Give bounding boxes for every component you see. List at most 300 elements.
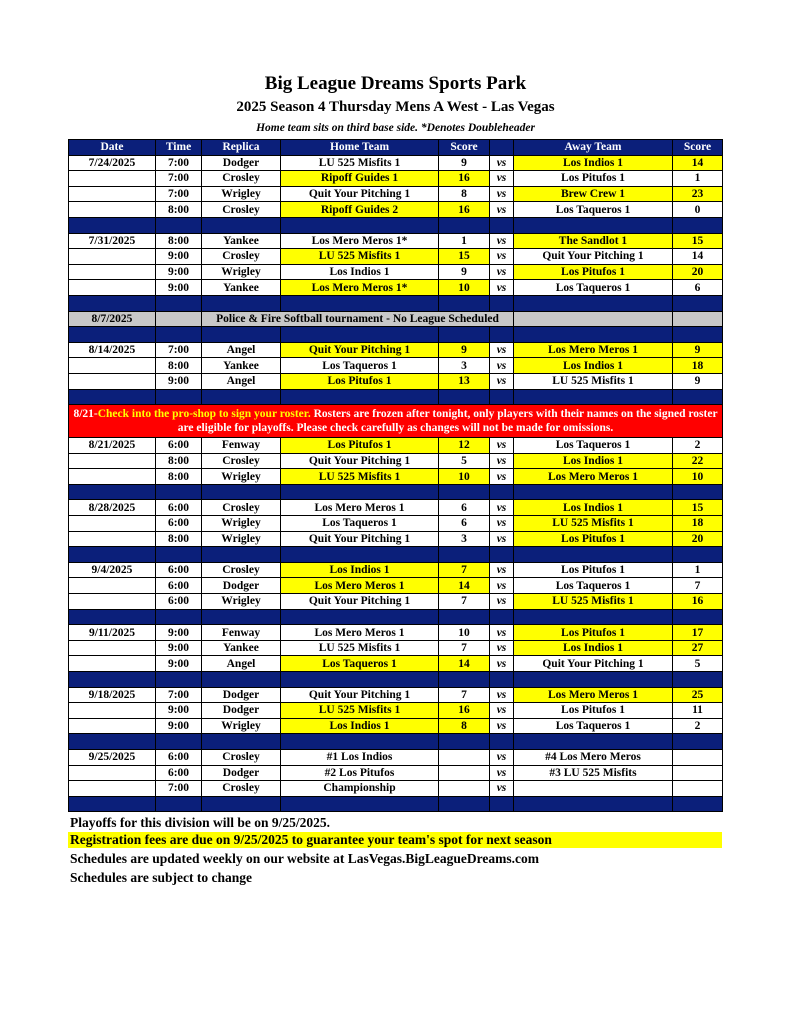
home-score: 1 <box>439 233 490 249</box>
away-score: 16 <box>673 594 723 610</box>
separator-cell <box>69 734 156 750</box>
separator-cell <box>673 796 723 812</box>
separator-cell <box>490 295 514 311</box>
away-score: 14 <box>673 249 723 265</box>
separator-cell <box>673 327 723 343</box>
separator-cell <box>281 547 439 563</box>
home-team: Quit Your Pitching 1 <box>281 342 439 358</box>
game-date <box>69 765 156 781</box>
notice-emphasis: Check into the pro-shop to sign your roster. <box>97 408 311 421</box>
separator-cell <box>514 609 673 625</box>
home-team: LU 525 Misfits 1 <box>281 469 439 485</box>
game-field: Crosley <box>202 171 281 187</box>
away-score: 20 <box>673 264 723 280</box>
away-team: Los Indios 1 <box>514 155 673 171</box>
separator-cell <box>202 484 281 500</box>
home-score: 16 <box>439 202 490 218</box>
game-date <box>69 656 156 672</box>
separator-cell <box>490 547 514 563</box>
home-team: #1 Los Indios <box>281 749 439 765</box>
game-date <box>69 703 156 719</box>
away-team: LU 525 Misfits 1 <box>514 516 673 532</box>
empty-cell <box>514 311 673 327</box>
home-team: Quit Your Pitching 1 <box>281 186 439 202</box>
game-date <box>69 171 156 187</box>
game-date: 9/11/2025 <box>69 625 156 641</box>
home-score <box>439 781 490 797</box>
away-team: Los Taqueros 1 <box>514 718 673 734</box>
home-team: Los Pitufos 1 <box>281 373 439 389</box>
separator-cell <box>69 672 156 688</box>
separator-cell <box>673 389 723 405</box>
game-field: Crosley <box>202 781 281 797</box>
separator-row <box>69 609 723 625</box>
col-header-date: Date <box>69 140 156 156</box>
vs-label: vs <box>490 781 514 797</box>
game-row <box>69 562 723 578</box>
game-date <box>69 594 156 610</box>
away-score: 9 <box>673 373 723 389</box>
game-time: 8:00 <box>156 202 202 218</box>
separator-cell <box>514 734 673 750</box>
separator-cell <box>156 547 202 563</box>
season-title: 2025 Season 4 Thursday Mens A West - Las Vegas <box>236 99 555 115</box>
home-team: Los Indios 1 <box>281 562 439 578</box>
home-score: 13 <box>439 373 490 389</box>
no-games-row <box>69 311 723 327</box>
separator-cell <box>514 547 673 563</box>
away-team: #3 LU 525 Misfits <box>514 765 673 781</box>
game-field: Dodger <box>202 687 281 703</box>
game-time: 6:00 <box>156 516 202 532</box>
separator-row <box>69 484 723 500</box>
separator-cell <box>490 609 514 625</box>
vs-label: vs <box>490 703 514 719</box>
vs-label: vs <box>490 233 514 249</box>
game-time: 9:00 <box>156 703 202 719</box>
away-score: 25 <box>673 687 723 703</box>
game-time: 8:00 <box>156 453 202 469</box>
vs-label: vs <box>490 640 514 656</box>
game-field: Crosley <box>202 249 281 265</box>
vs-label: vs <box>490 562 514 578</box>
page-title: Big League Dreams Sports Park <box>264 73 527 94</box>
game-date: 8/28/2025 <box>69 500 156 516</box>
game-time: 6:00 <box>156 749 202 765</box>
no-games-message: Police & Fire Softball tournament - No League Scheduled <box>202 311 514 327</box>
game-time: 6:00 <box>156 765 202 781</box>
separator-cell <box>69 327 156 343</box>
away-team: Brew Crew 1 <box>514 186 673 202</box>
away-score: 15 <box>673 233 723 249</box>
separator-cell <box>673 217 723 233</box>
separator-cell <box>439 547 490 563</box>
separator-cell <box>69 609 156 625</box>
vs-label: vs <box>490 280 514 296</box>
separator-cell <box>439 484 490 500</box>
col-header-home-team: Home Team <box>281 140 439 156</box>
game-row <box>69 249 723 265</box>
game-field: Dodger <box>202 155 281 171</box>
away-score: 7 <box>673 578 723 594</box>
game-time: 8:00 <box>156 233 202 249</box>
game-row <box>69 687 723 703</box>
game-row <box>69 656 723 672</box>
away-team: Los Mero Meros 1 <box>514 687 673 703</box>
away-score: 17 <box>673 625 723 641</box>
home-score: 3 <box>439 358 490 374</box>
game-date: 7/24/2025 <box>69 155 156 171</box>
game-row <box>69 781 723 797</box>
home-team: Los Indios 1 <box>281 718 439 734</box>
separator-cell <box>202 295 281 311</box>
home-score: 12 <box>439 438 490 454</box>
away-score: 23 <box>673 186 723 202</box>
home-score: 5 <box>439 453 490 469</box>
separator-cell <box>202 327 281 343</box>
game-time: 8:00 <box>156 358 202 374</box>
separator-cell <box>439 389 490 405</box>
separator-row <box>69 295 723 311</box>
away-team: Quit Your Pitching 1 <box>514 249 673 265</box>
game-date: 7/31/2025 <box>69 233 156 249</box>
away-score <box>673 781 723 797</box>
game-field: Wrigley <box>202 469 281 485</box>
away-team: Los Indios 1 <box>514 640 673 656</box>
away-team: #4 Los Mero Meros <box>514 749 673 765</box>
vs-label: vs <box>490 625 514 641</box>
game-row <box>69 373 723 389</box>
game-date: 8/14/2025 <box>69 342 156 358</box>
separator-cell <box>69 796 156 812</box>
notice-text: Rosters are frozen after tonight, only players with their names on the signed roster are eligible for playoffs. Please check carefully as changes will not be made for omissions. <box>177 408 718 435</box>
vs-label: vs <box>490 249 514 265</box>
away-team: Los Taqueros 1 <box>514 280 673 296</box>
away-score: 14 <box>673 155 723 171</box>
separator-cell <box>281 609 439 625</box>
home-score <box>439 765 490 781</box>
separator-cell <box>156 672 202 688</box>
away-team: Los Indios 1 <box>514 358 673 374</box>
home-team: LU 525 Misfits 1 <box>281 703 439 719</box>
away-team: Los Mero Meros 1 <box>514 469 673 485</box>
vs-label: vs <box>490 358 514 374</box>
game-field: Wrigley <box>202 516 281 532</box>
home-score: 6 <box>439 516 490 532</box>
home-score: 7 <box>439 562 490 578</box>
game-date: 8/21/2025 <box>69 438 156 454</box>
away-score: 1 <box>673 562 723 578</box>
game-row <box>69 453 723 469</box>
game-row <box>69 640 723 656</box>
home-score: 9 <box>439 155 490 171</box>
separator-cell <box>514 672 673 688</box>
game-row <box>69 531 723 547</box>
separator-cell <box>202 734 281 750</box>
separator-cell <box>69 389 156 405</box>
website-note: Schedules are updated weekly on our website at LasVegas.BigLeagueDreams.com <box>70 851 540 866</box>
registration-note: Registration fees are due on 9/25/2025 to guarantee your team's spot for next season <box>68 832 722 848</box>
separator-cell <box>673 484 723 500</box>
game-time: 6:00 <box>156 578 202 594</box>
game-date <box>69 373 156 389</box>
game-field: Yankee <box>202 280 281 296</box>
home-score: 10 <box>439 280 490 296</box>
separator-cell <box>514 796 673 812</box>
game-row <box>69 749 723 765</box>
separator-cell <box>439 295 490 311</box>
game-date <box>69 202 156 218</box>
game-time: 9:00 <box>156 718 202 734</box>
game-time: 9:00 <box>156 280 202 296</box>
separator-cell <box>439 734 490 750</box>
away-score: 9 <box>673 342 723 358</box>
separator-cell <box>439 796 490 812</box>
home-team: #2 Los Pitufos <box>281 765 439 781</box>
game-field: Yankee <box>202 640 281 656</box>
game-field: Angel <box>202 373 281 389</box>
separator-cell <box>514 217 673 233</box>
away-score: 20 <box>673 531 723 547</box>
vs-label: vs <box>490 687 514 703</box>
game-field: Yankee <box>202 358 281 374</box>
notice-date: 8/21- <box>73 408 98 421</box>
game-time: 8:00 <box>156 531 202 547</box>
game-date: 9/25/2025 <box>69 749 156 765</box>
game-time: 8:00 <box>156 469 202 485</box>
home-team: LU 525 Misfits 1 <box>281 640 439 656</box>
game-date <box>69 358 156 374</box>
game-time: 9:00 <box>156 656 202 672</box>
away-team: LU 525 Misfits 1 <box>514 373 673 389</box>
game-date <box>69 453 156 469</box>
game-time: 7:00 <box>156 171 202 187</box>
separator-cell <box>281 484 439 500</box>
separator-row <box>69 796 723 812</box>
home-score <box>439 749 490 765</box>
col-header-home-score: Score <box>439 140 490 156</box>
vs-label: vs <box>490 202 514 218</box>
away-team: Los Taqueros 1 <box>514 578 673 594</box>
game-date <box>69 264 156 280</box>
vs-label: vs <box>490 469 514 485</box>
away-team: Los Taqueros 1 <box>514 438 673 454</box>
col-header-away-team: Away Team <box>514 140 673 156</box>
empty-cell <box>673 311 723 327</box>
game-field: Crosley <box>202 562 281 578</box>
separator-cell <box>281 217 439 233</box>
separator-cell <box>281 796 439 812</box>
home-team: Los Indios 1 <box>281 264 439 280</box>
home-team: Ripoff Guides 2 <box>281 202 439 218</box>
home-score: 14 <box>439 578 490 594</box>
home-team: Los Mero Meros 1 <box>281 625 439 641</box>
vs-label: vs <box>490 373 514 389</box>
home-score: 8 <box>439 186 490 202</box>
game-row <box>69 718 723 734</box>
game-date <box>69 249 156 265</box>
vs-label: vs <box>490 718 514 734</box>
home-score: 3 <box>439 531 490 547</box>
separator-cell <box>202 796 281 812</box>
separator-row <box>69 734 723 750</box>
game-row <box>69 358 723 374</box>
game-time: 9:00 <box>156 625 202 641</box>
game-date: 8/7/2025 <box>69 311 156 327</box>
home-team: Quit Your Pitching 1 <box>281 687 439 703</box>
schedule-table <box>68 139 723 812</box>
separator-cell <box>202 217 281 233</box>
separator-cell <box>69 217 156 233</box>
game-time: 6:00 <box>156 438 202 454</box>
home-score: 9 <box>439 342 490 358</box>
separator-row <box>69 217 723 233</box>
separator-cell <box>202 389 281 405</box>
home-score: 16 <box>439 703 490 719</box>
home-team: Quit Your Pitching 1 <box>281 594 439 610</box>
game-row <box>69 516 723 532</box>
game-field: Wrigley <box>202 718 281 734</box>
game-row <box>69 280 723 296</box>
home-score: 15 <box>439 249 490 265</box>
separator-cell <box>156 796 202 812</box>
col-header-away-score: Score <box>673 140 723 156</box>
game-field: Crosley <box>202 749 281 765</box>
away-score: 18 <box>673 358 723 374</box>
away-score <box>673 749 723 765</box>
game-field: Fenway <box>202 625 281 641</box>
away-team: Los Indios 1 <box>514 453 673 469</box>
game-time: 9:00 <box>156 640 202 656</box>
away-score: 6 <box>673 280 723 296</box>
col-header-replica: Replica <box>202 140 281 156</box>
away-team: Los Pitufos 1 <box>514 625 673 641</box>
separator-cell <box>439 672 490 688</box>
away-team <box>514 781 673 797</box>
separator-cell <box>490 484 514 500</box>
separator-cell <box>490 672 514 688</box>
home-score: 8 <box>439 718 490 734</box>
separator-row <box>69 389 723 405</box>
separator-cell <box>156 295 202 311</box>
home-score: 14 <box>439 656 490 672</box>
game-field: Dodger <box>202 703 281 719</box>
away-score: 5 <box>673 656 723 672</box>
game-row <box>69 765 723 781</box>
game-row <box>69 186 723 202</box>
vs-label: vs <box>490 155 514 171</box>
game-field: Wrigley <box>202 264 281 280</box>
away-score: 2 <box>673 438 723 454</box>
away-score: 22 <box>673 453 723 469</box>
game-field: Fenway <box>202 438 281 454</box>
game-field: Crosley <box>202 500 281 516</box>
separator-cell <box>156 217 202 233</box>
game-time: 6:00 <box>156 500 202 516</box>
separator-row <box>69 547 723 563</box>
home-score: 7 <box>439 640 490 656</box>
away-score: 11 <box>673 703 723 719</box>
game-date <box>69 280 156 296</box>
game-time: 9:00 <box>156 264 202 280</box>
vs-label: vs <box>490 171 514 187</box>
separator-cell <box>673 609 723 625</box>
home-team: Los Pitufos 1 <box>281 438 439 454</box>
game-row <box>69 438 723 454</box>
away-team: Los Pitufos 1 <box>514 264 673 280</box>
home-score: 9 <box>439 264 490 280</box>
vs-label: vs <box>490 749 514 765</box>
game-date <box>69 469 156 485</box>
vs-label: vs <box>490 516 514 532</box>
game-date: 9/18/2025 <box>69 687 156 703</box>
separator-cell <box>673 734 723 750</box>
game-date: 9/4/2025 <box>69 562 156 578</box>
separator-cell <box>514 327 673 343</box>
game-field: Angel <box>202 656 281 672</box>
away-team: LU 525 Misfits 1 <box>514 594 673 610</box>
vs-label: vs <box>490 186 514 202</box>
separator-cell <box>514 295 673 311</box>
away-score: 10 <box>673 469 723 485</box>
separator-cell <box>514 484 673 500</box>
vs-label: vs <box>490 765 514 781</box>
game-field: Crosley <box>202 453 281 469</box>
game-time: 6:00 <box>156 594 202 610</box>
separator-cell <box>69 295 156 311</box>
game-date <box>69 578 156 594</box>
separator-cell <box>281 672 439 688</box>
home-score: 10 <box>439 469 490 485</box>
game-date <box>69 718 156 734</box>
game-time: 7:00 <box>156 342 202 358</box>
game-row <box>69 594 723 610</box>
home-team: Quit Your Pitching 1 <box>281 453 439 469</box>
game-date <box>69 186 156 202</box>
game-row <box>69 155 723 171</box>
separator-cell <box>673 295 723 311</box>
home-score: 6 <box>439 500 490 516</box>
game-time: 6:00 <box>156 562 202 578</box>
game-date <box>69 531 156 547</box>
home-score: 16 <box>439 171 490 187</box>
away-score: 0 <box>673 202 723 218</box>
game-row <box>69 264 723 280</box>
vs-label: vs <box>490 264 514 280</box>
separator-cell <box>156 389 202 405</box>
home-team: Los Mero Meros 1 <box>281 578 439 594</box>
away-score: 18 <box>673 516 723 532</box>
home-team: Los Taqueros 1 <box>281 656 439 672</box>
playoffs-note: Playoffs for this division will be on 9/25/2025. <box>70 815 331 830</box>
game-field: Angel <box>202 342 281 358</box>
roster-notice-row <box>69 405 723 438</box>
game-field: Yankee <box>202 233 281 249</box>
empty-cell <box>156 311 202 327</box>
separator-cell <box>490 734 514 750</box>
separator-cell <box>514 389 673 405</box>
game-time: 9:00 <box>156 249 202 265</box>
game-field: Wrigley <box>202 594 281 610</box>
separator-cell <box>202 609 281 625</box>
game-time: 7:00 <box>156 186 202 202</box>
game-row <box>69 171 723 187</box>
separator-cell <box>490 796 514 812</box>
game-row <box>69 202 723 218</box>
game-row <box>69 500 723 516</box>
separator-cell <box>69 484 156 500</box>
game-field: Crosley <box>202 202 281 218</box>
